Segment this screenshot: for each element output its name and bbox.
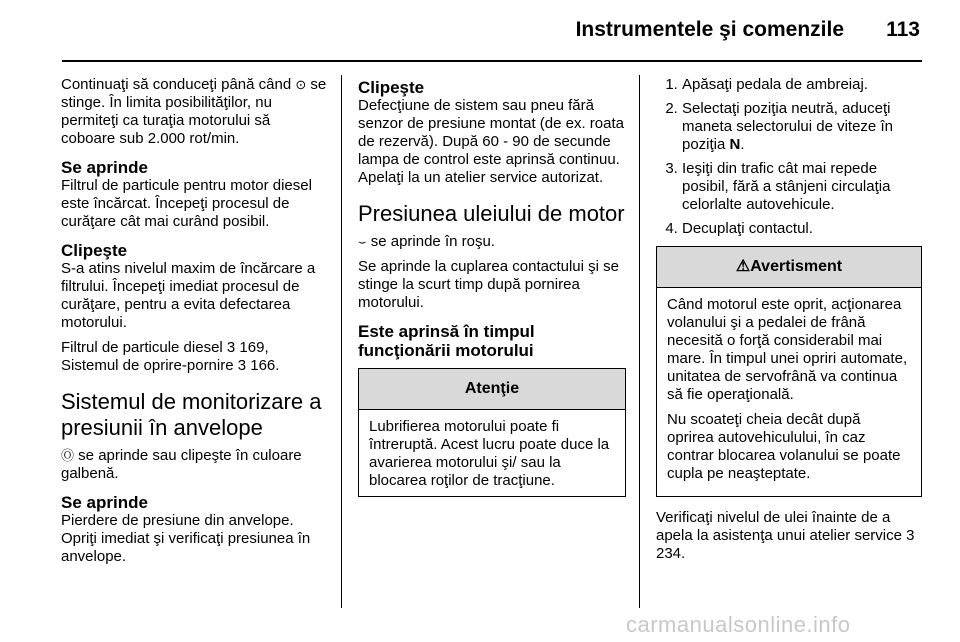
page-title: Instrumentele şi comenzile (575, 18, 844, 41)
warning-text: Când motorul este oprit, acţionarea volanului şi a pedalei de frână necesită o forţă considerabil mai mare. În timpul unei opriri automate, unitatea de servofrână va continua să fie operaţională. (667, 296, 908, 403)
warning-box (656, 246, 922, 497)
list-item: 4. Decuplaţi contactul. (682, 220, 922, 238)
column-3 (656, 76, 922, 570)
paragraph: Verificaţi nivelul de ulei înainte de a apela la asistenţa unui atelier service 3 234. (656, 509, 915, 562)
steps-list (656, 76, 922, 238)
warning-title: ⚠Avertisment (657, 247, 921, 288)
paragraph: S-a atins nivelul maxim de încărcare a filtrului. Începeţi imediat procesul de curăţare, pentru a evita defectarea motorului. (61, 260, 316, 331)
column-1 (61, 76, 327, 573)
paragraph: ⌣ se aprinde în roşu. (358, 233, 495, 250)
paragraph: Se aprinde la cuplarea contactului şi se stinge la scurt timp după pornirea motorului. (358, 258, 619, 311)
heading-se-aprinde-2: Se aprinde (61, 493, 148, 512)
particle-filter-icon: ⊙ (295, 77, 307, 92)
subsection-heading: Este aprinsă în timpul funcţionării motorului (358, 322, 535, 360)
list-item: 2. Selectaţi poziţia neutră, aduceţi maneta selectorului de viteze în poziţia N. (682, 100, 922, 154)
header-rule (62, 60, 922, 62)
warning-text: Nu scoateţi cheia decât după oprirea autovehiculului, în caz contrar blocarea volanului se poate cupla pe neaşteptate. (667, 411, 901, 482)
paragraph: Continuaţi să conduceţi până când ⊙ se stinge. În limita posibilităţilor, nu permiteţi ca turaţia motorului să coboare sub 2.000 rot/min. (61, 76, 327, 147)
column-2 (358, 76, 626, 497)
heading-clipeste: Clipeşte (358, 78, 425, 97)
oil-can-icon: ⌣ (358, 234, 367, 249)
list-item: 1. Apăsaţi pedala de ambreiaj. (682, 76, 922, 94)
column-divider-2 (639, 75, 640, 608)
section-heading: Sistemul de monitorizare a presiunii în anvelope (61, 389, 322, 440)
paragraph: Pierdere de presiune din anvelope. Opriţi imediat şi verificaţi presiunea în anvelope. (61, 512, 311, 565)
section-heading: Presiunea uleiului de motor (358, 201, 625, 226)
caution-box (358, 368, 626, 497)
page-header (0, 0, 960, 62)
page-number: 113 (886, 18, 920, 41)
warning-icon: ⚠ (735, 258, 751, 275)
paragraph: Filtrul de particule pentru motor diesel este încărcat. Începeţi procesul de curăţare cât mai curând posibil. (61, 177, 312, 230)
cross-reference: Filtrul de particule diesel 3 169, Sistemul de oprire-pornire 3 166. (61, 339, 280, 374)
list-item: 3. Ieşiţi din trafic cât mai repede posibil, fără a stânjeni circulaţia celorlalte autovehicule. (682, 160, 922, 214)
watermark: carmanualsonline.info (626, 612, 851, 637)
caution-text: Lubrifierea motorului poate fi întreruptă. Acest lucru poate duce la avarierea motorului şi/ sau la blocarea roţilor de tracţiune. (369, 418, 610, 489)
heading-clipeste: Clipeşte (61, 241, 128, 260)
heading-se-aprinde: Se aprinde (61, 158, 148, 177)
paragraph: Ⓞ se aprinde sau clipeşte în culoare galbenă. (61, 447, 302, 482)
tire-pressure-icon: Ⓞ (61, 448, 75, 463)
paragraph: Defecţiune de sistem sau pneu fără senzor de presiune montat (de ex. roata de rezervă). După 60 - 90 de secunde lampa de control este aprinsă continuu. Apelaţi la un atelier service autorizat. (358, 97, 624, 186)
column-divider-1 (341, 75, 342, 608)
caution-title: Atenţie (359, 369, 625, 410)
